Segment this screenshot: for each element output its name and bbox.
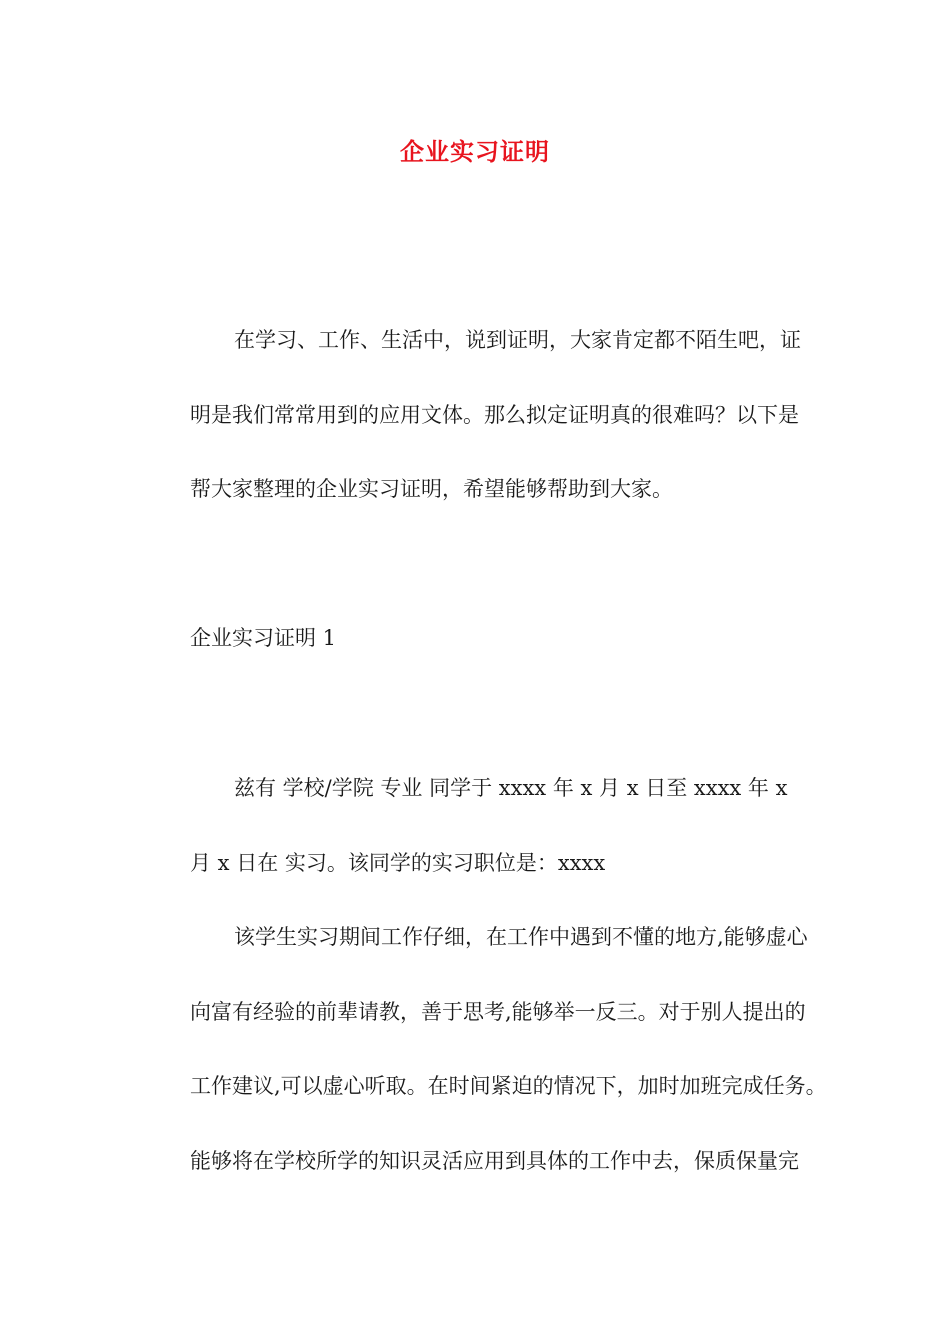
body-line-3: 工作建议,可以虚心听取。在时间紧迫的情况下，加时加班完成任务。 bbox=[190, 1074, 827, 1098]
intro-line-2: 明是我们常常用到的应用文体。那么拟定证明真的很难吗？以下是 bbox=[190, 402, 799, 427]
certification-paragraph bbox=[146, 751, 810, 900]
cert-line-1: 兹有 学校/学院 专业 同学于 xxxx 年 x 月 x 日至 xxxx 年 x bbox=[234, 776, 788, 800]
body-line-4: 能够将在学校所学的知识灵活应用到具体的工作中去，保质保量完 bbox=[190, 1148, 799, 1173]
intro-line-1: 在学习、工作、生活中，说到证明，大家肯定都不陌生吧，证 bbox=[234, 328, 801, 352]
intro-line-3: 帮大家整理的企业实习证明，希望能够帮助到大家。 bbox=[190, 477, 673, 501]
body-line-1: 该学生实习期间工作仔细，在工作中遇到不懂的地方,能够虚心 bbox=[234, 925, 808, 949]
document-title: 企业实习证明 bbox=[400, 137, 550, 166]
evaluation-paragraph bbox=[146, 900, 827, 1198]
section-heading: 企业实习证明 1 bbox=[190, 626, 337, 650]
cert-line-2: 月 x 日在 实习。该同学的实习职位是：xxxx bbox=[190, 850, 606, 875]
body-line-2: 向富有经验的前辈请教，善于思考,能够举一反三。对于别人提出的 bbox=[190, 999, 806, 1024]
intro-paragraph bbox=[146, 303, 810, 527]
